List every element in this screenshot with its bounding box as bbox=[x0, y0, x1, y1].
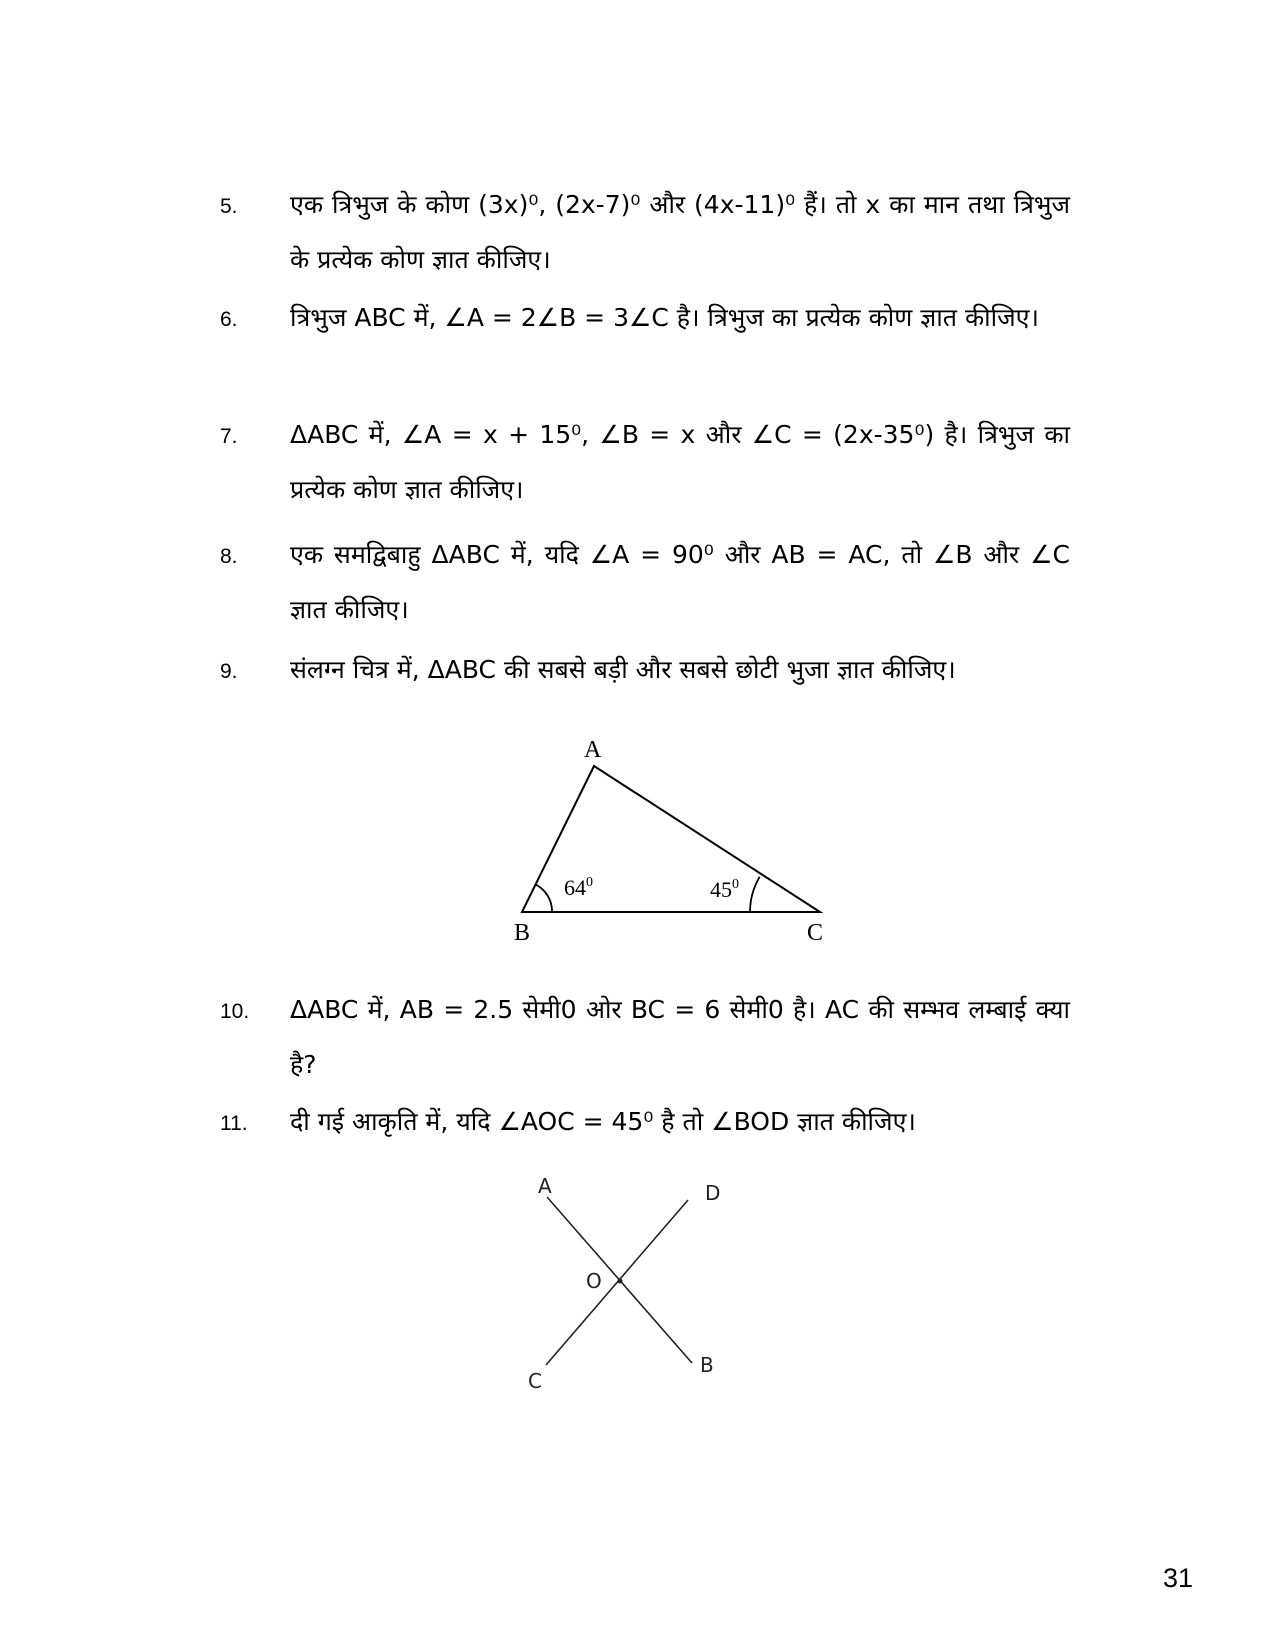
question-text: एक समद्विबाहु ΔABC में, यदि ∠A = 90⁰ और AB = AC, तो ∠B और ∠C ज्ञात कीजिए। bbox=[290, 540, 1070, 624]
question-number: 9. bbox=[220, 660, 238, 683]
question-text: ΔABC में, AB = 2.5 सेमी0 ओर BC = 6 सेमी0 है। AC की सम्भव लम्बाई क्या है? bbox=[290, 995, 1070, 1079]
question-text: ΔABC में, ∠A = x + 15⁰, ∠B = x और ∠C = (2x-35⁰) है। त्रिभुज का प्रत्येक कोण ज्ञात कीजिए। bbox=[290, 420, 1070, 504]
page-number: 31 bbox=[1162, 1563, 1193, 1593]
intersecting-lines-figure bbox=[480, 1160, 760, 1400]
question-text: त्रिभुज ABC में, ∠A = 2∠B = 3∠C है। त्रिभुज का प्रत्येक कोण ज्ञात कीजिए। bbox=[290, 303, 1039, 332]
question-text: संलग्न चित्र में, ΔABC की सबसे बड़ी और सबसे छोटी भुजा ज्ञात कीजिए। bbox=[290, 655, 956, 684]
label-b: B bbox=[700, 1353, 714, 1377]
question-number: 6. bbox=[220, 308, 238, 331]
label-d: D bbox=[705, 1181, 721, 1205]
label-c: C bbox=[528, 1369, 542, 1393]
angle-c-arc bbox=[750, 877, 760, 912]
angle-b-value: $64^0$ bbox=[564, 875, 593, 900]
vertex-a-label: A bbox=[584, 737, 602, 763]
triangle-abc-figure bbox=[500, 730, 860, 955]
angle-b-arc bbox=[536, 885, 552, 913]
question-number: 7. bbox=[220, 425, 238, 448]
question-number: 8. bbox=[220, 545, 238, 568]
angle-c-value: $45^0$ bbox=[710, 877, 739, 902]
vertex-c-label: C bbox=[807, 920, 824, 946]
label-o: O bbox=[586, 1269, 602, 1293]
point-o bbox=[618, 1279, 623, 1284]
line-cd bbox=[546, 1200, 688, 1365]
question-text: दी गई आकृति में, यदि ∠AOC = 45⁰ है तो ∠BOD ज्ञात कीजिए। bbox=[290, 1107, 916, 1136]
question-number: 5. bbox=[220, 195, 238, 218]
question-text: एक त्रिभुज के कोण (3x)⁰, (2x-7)⁰ और (4x-11)⁰ हैं। तो x का मान तथा त्रिभुज के प्रत्येक कोण ज्ञात कीजिए। bbox=[290, 190, 1070, 274]
question-number: 11. bbox=[220, 1112, 248, 1135]
label-a: A bbox=[538, 1174, 552, 1198]
question-number: 10. bbox=[220, 1000, 250, 1023]
vertex-b-label: B bbox=[514, 920, 531, 946]
